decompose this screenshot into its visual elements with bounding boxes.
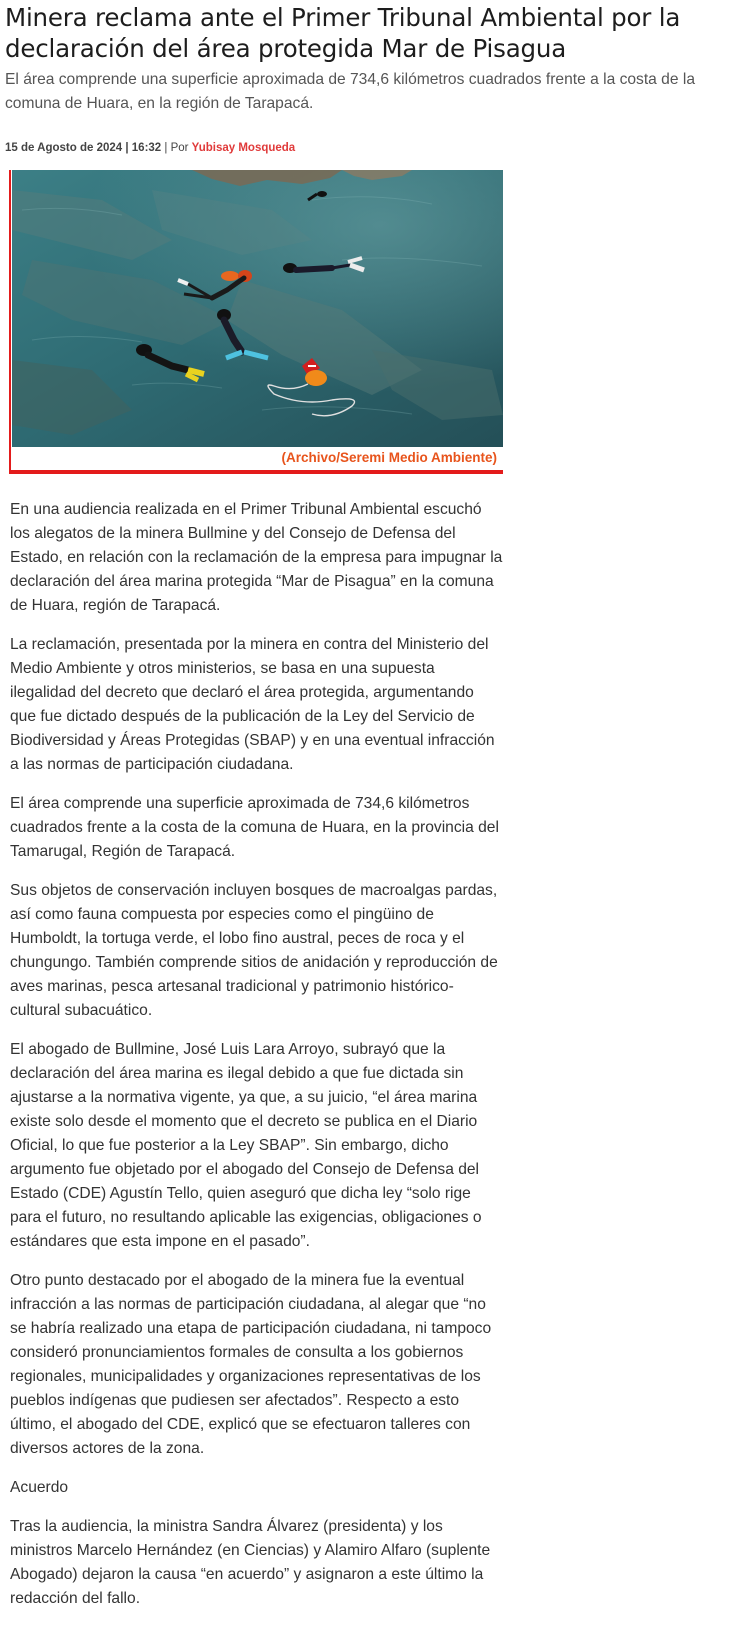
section-heading-acuerdo: Acuerdo — [10, 1479, 69, 1496]
byline — [5, 140, 295, 156]
divers-photo-illustration — [12, 170, 503, 447]
paragraph: El área comprende una superficie aproximada de 734,6 kilómetros cuadrados frente a la costa de la comuna de Huara, en la provincia del Tamarugal, Región de Tarapacá. — [10, 795, 499, 860]
paragraph: En una audiencia realizada en el Primer Tribunal Ambiental escuchó los alegatos de la minera Bullmine y del Consejo de Defensa del Estado, en relación con la reclamación de la empresa para impugnar la declaración del área marina protegida “Mar de Pisagua” en la comuna de Huara, región de Tarapacá. — [10, 501, 503, 614]
article-lead: El área comprende una superficie aproximada de 734,6 kilómetros cuadrados frente a la costa de la comuna de Huara, en la región de Tarapacá. — [5, 71, 695, 112]
paragraph: Sus objetos de conservación incluyen bosques de macroalgas pardas, así como fauna compuesta por especies como el pingüino de Humboldt, la tortuga verde, el lobo fino austral, peces de roca y el chungungo. También comprende sitios de anidación y reproducción de aves marinas, pesca artesanal tradicional y patrimonio histórico-cultural subacuático. — [10, 882, 498, 1019]
publish-date: 15 de Agosto de 2024 | 16:32 — [5, 142, 162, 154]
article-title: Minera reclama ante el Primer Tribunal Ambiental por la declaración del área protegida Mar de Pisagua — [5, 3, 681, 63]
article-body — [10, 498, 504, 1626]
author-link[interactable]: Yubisay Mosqueda — [191, 142, 296, 154]
paragraph: El abogado de Bullmine, José Luis Lara Arroyo, subrayó que la declaración del área marina es ilegal debido a que fue dictada sin ajustarse a la normativa vigente, ya que, a su juicio, “el área marina existe solo desde el momento que el decreto se publica en el Diario Oficial, lo que fue posterior a la Ley SBAP”. Sin embargo, dicho argumento fue objetado por el abogado del Consejo de Defensa del Estado (CDE) Agustín Tello, quien aseguró que dicha ley “solo rige para el futuro, no resultando aplicable las exigencias, obligaciones o estándares que esta impone en el pasado”. — [10, 1041, 482, 1250]
article-figure — [9, 170, 503, 474]
paragraph: La reclamación, presentada por la minera en contra del Ministerio del Medio Ambiente y otros ministerios, se basa en una supuesta ilegalidad del decreto que declaró el área protegida, argumentando que fue dictado después de la publicación de la Ley del Servicio de Biodiversidad y Áreas Protegidas (SBAP) y en una eventual infracción a las normas de participación ciudadana. — [10, 636, 495, 773]
photo-caption: (Archivo/Seremi Medio Ambiente) — [281, 450, 497, 465]
paragraph: Otro punto destacado por el abogado de la minera fue la eventual infracción a las normas de participación ciudadana, al alegar que “no se habría realizado una etapa de participación ciudadana, ni tampoco consideró pronunciamientos formales de consulta a los gobiernos regionales, municipalidades y organizaciones representativas de los pueblos indígenas que pudiesen ser afectados”. Respecto a esto último, el abogado del CDE, explicó que se efectuaron talleres con diversos actores de la zona. — [10, 1272, 492, 1457]
paragraph: Tras la audiencia, la ministra Sandra Álvarez (presidenta) y los ministros Marcelo Hernández (en Ciencias) y Alamiro Alfaro (suplente Abogado) dejaron la causa “en acuerdo” y asignaron a este último la redacción del fallo. — [10, 1518, 491, 1607]
article-photo — [12, 170, 503, 447]
byline-separator: | Por — [161, 142, 192, 154]
